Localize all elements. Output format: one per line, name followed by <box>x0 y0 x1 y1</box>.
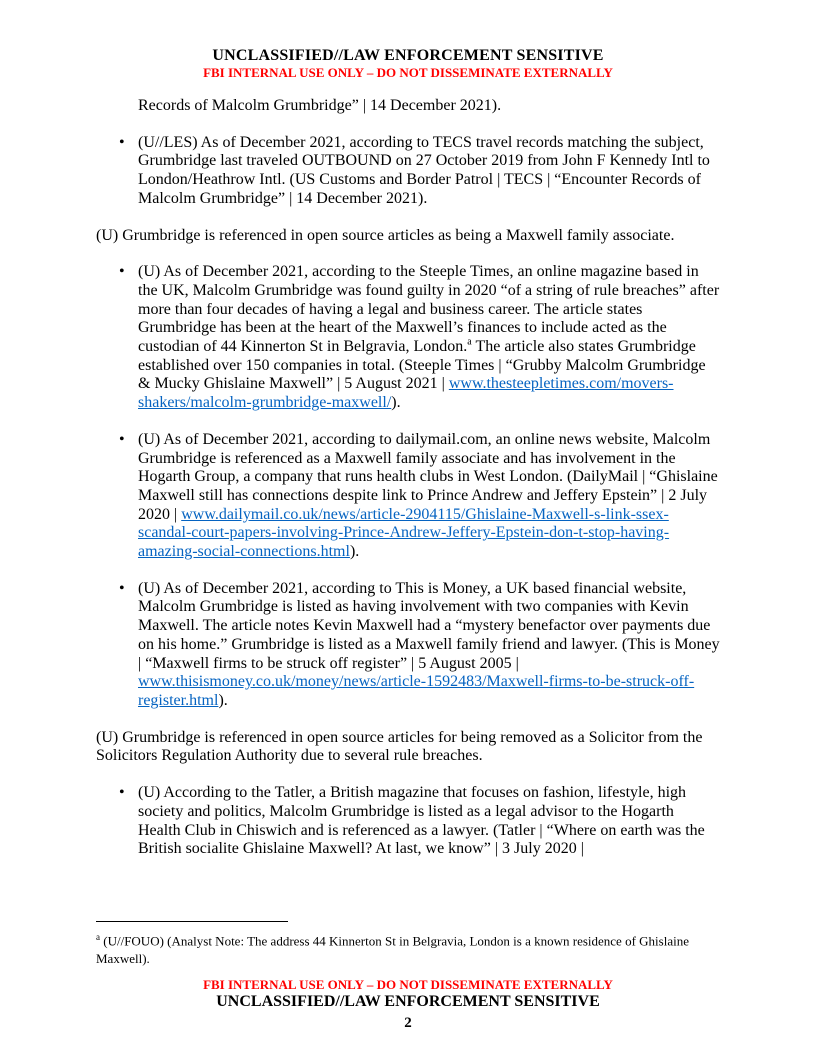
text-run: ). <box>391 394 401 412</box>
text-run: (U) Grumbridge is referenced in open source articles for being removed as a Solicitor from the Solicitors Regulation Authority due to several rule breaches. <box>96 728 703 765</box>
footnote-separator-rule <box>96 921 288 922</box>
bullet-marker-icon: • <box>119 784 125 802</box>
bullet-marker-icon: • <box>119 263 125 281</box>
footer-handling-caveat: FBI INTERNAL USE ONLY – DO NOT DISSEMINATE EXTERNALLY <box>203 977 613 992</box>
text-run: ). <box>218 691 228 709</box>
bullet-item <box>96 580 720 711</box>
text-run: The article also states Grumbridge established over 150 companies in total. (Steeple Times | “Grubby Malcolm Grumbridge & Mucky Ghislaine Maxwell” | 5 August 2021 | <box>138 338 706 393</box>
footer-classification-banner: UNCLASSIFIED//LAW ENFORCEMENT SENSITIVE <box>216 993 600 1010</box>
footnote-reference: a <box>467 336 472 348</box>
hyperlink[interactable]: www.thesteepletimes.com/movers-shakers/malcolm-grumbridge-maxwell/ <box>138 375 674 412</box>
page-number: 2 <box>404 1015 412 1031</box>
text-run: (U) As of December 2021, according to the Steeple Times, an online magazine based in the UK, Malcolm Grumbridge was found guilty in 2020 “of a string of rule breaches” after more than four decades of having a legal and business career. The article states Grumbridge has been at the heart of the Maxwell’s finances to include acted as the custodian of 44 Kinnerton St in Belgravia, London. <box>138 263 720 356</box>
text-run: (U) As of December 2021, according to This is Money, a UK based financial website, Malcolm Grumbridge is listed as having involvement with two companies with Kevin Maxwell. The article notes Kevin Maxwell had a “mystery benefactor over payments due on his home.” Grumbridge is listed as a Maxwell family friend and lawyer. (This is Money | “Maxwell firms to be struck off register” | 5 August 2005 | <box>138 579 720 672</box>
bullet-item <box>96 431 720 562</box>
text-run: (U//LES) As of December 2021, according to TECS travel records matching the subject, Grumbridge last traveled OUTBOUND on 27 October 2019 from John F Kennedy Intl to London/Heathrow Intl. (US Customs and Border Patrol | TECS | “Encounter Records of Malcolm Grumbridge” | 14 December 2021). <box>138 133 710 207</box>
footnote-section <box>96 921 720 967</box>
text-run: ). <box>349 543 360 561</box>
footnote-marker: a <box>96 932 100 942</box>
bullet-marker-icon: • <box>119 133 125 151</box>
handling-caveat-banner: FBI INTERNAL USE ONLY – DO NOT DISSEMINATE EXTERNALLY <box>203 65 613 80</box>
bullet-item <box>96 134 720 209</box>
classification-banner: UNCLASSIFIED//LAW ENFORCEMENT SENSITIVE <box>212 47 604 64</box>
text-run: (U) As of December 2021, according to dailymail.com, an online news website, Malcolm Grumbridge is referenced as a Maxwell family associate and has involvement in the Hogarth Group, a company that runs health clubs in West London. (DailyMail | “Ghislaine Maxwell still has connections despite link to Prince Andrew and Jeffery Epstein” | 2 July 2020 | <box>138 430 718 523</box>
text-run: (U) According to the Tatler, a British magazine that focuses on fashion, lifestyle, high society and politics, Malcolm Grumbridge is listed as a legal advisor to the Hogarth Health Club in Chiswich and is referenced as a lawyer. (Tatler | “Where on earth was the British socialite Ghislaine Maxwell? At last, we know” | 3 July 2020 | <box>138 784 705 858</box>
bullet-marker-icon: • <box>119 430 125 448</box>
bullet-item <box>96 263 720 413</box>
text-run: (U) Grumbridge is referenced in open source articles as being a Maxwell family associate. <box>96 226 675 244</box>
page-footer <box>0 977 816 1032</box>
text-run: Records of Malcolm Grumbridge” | 14 December 2021). <box>138 97 502 114</box>
hyperlink[interactable]: www.dailymail.co.uk/news/article-2904115/Ghislaine-Maxwell-s-link-ssex-scandal-court-papers-involving-Prince-Andrew-Jeffery-Epstein-don-t-stop-having-amazing-social-connections.html <box>138 505 670 561</box>
paragraph <box>96 227 720 246</box>
bullet-item <box>96 784 720 859</box>
bullet-marker-icon: • <box>119 579 125 597</box>
paragraph <box>96 97 720 116</box>
hyperlink[interactable]: www.thisismoney.co.uk/money/news/article-1592483/Maxwell-firms-to-be-struck-off-register.html <box>138 673 695 709</box>
document-body <box>0 80 816 859</box>
footnote-body: (U//FOUO) (Analyst Note: The address 44 Kinnerton St in Belgravia, London is a known residence of Ghislaine Maxwell). <box>96 933 689 966</box>
page-header <box>0 0 816 80</box>
footnote-text <box>96 929 720 967</box>
paragraph <box>96 729 720 766</box>
